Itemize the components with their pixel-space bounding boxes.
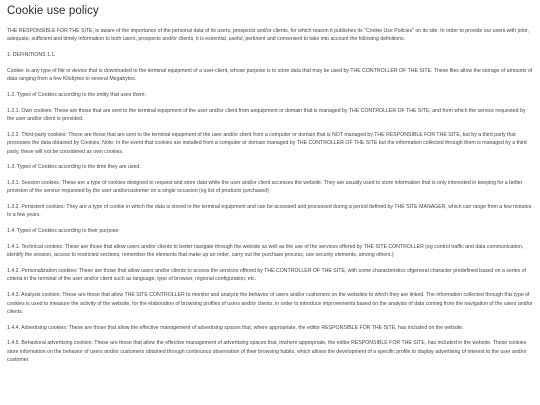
third-party-cookies-paragraph: 1.2.2. Third-party cookies: These are those that are sent to the terminal equipment of the user and/or client from a computer or domain that is NOT managed by THE RESPONSIBLE FOR THE SITE, but by a third party that processes the data obtained by Cookies. Note: In the event that cookies are installed from a computer or domain managed by THE CONTROLLER OF THE SITE but the information collected through them is managed by a third party, these will not be considered as own cookies.: [7, 131, 527, 155]
intro-paragraph: THE RESPONSIBLE FOR THE SITE, is aware of the importance of the personal data of its users, prospects and/or clients, for which reason it publishes its "Cookie Use Policies" on its site. In order to provide our users with prior, adequate, sufficient and timely information to both users, prospects and/or clients, it is essential, useful, pertinent and convenient to take into account the following definitions.: [7, 28, 529, 43]
definitions-heading: 1. DEFINITIONS 1.1.: [7, 52, 56, 59]
page-title: Cookie use policy: [7, 5, 99, 17]
types-by-entity-heading: 1.2. Types of Cookies according to the entity that uses them:: [7, 91, 146, 98]
personalization-cookies-paragraph: 1.4.2. Personalization cookies: These are those that allow users and/or clients to access the services offered by THE CONTROLLER OF THE SITE, with some characteristics ofgeneral character predefined based on a series of criteria in the terminal of the user and/or client such as language, type of browser, regional configuration, etc.: [7, 267, 526, 283]
cookie-policy-document: [7, 5, 533, 372]
session-cookies-paragraph: 1.3.1. Session cookies: These are a type of cookies designed to request and store data while the user and/or client accesses the website. They are usually used to store information that is only interested in keeping for a better provision of the service requested by the user and/orcustomer on a single occasion (eg list of products purchased): [7, 179, 523, 195]
advertising-cookies-paragraph: 1.4.4. Advertising cookies: These are those that allow the effective management of advertising spaces that, where appropriate, the editor RESPONSIBLE FOR THE SITE, has included on the website.: [7, 324, 464, 331]
persistent-cookies-paragraph: 1.3.2. Persistent cookies: They are a type of cookie in which the data is stored in the terminal equipment and can be accessed and processed during a period defined by THE SITE MANAGER, which can range from a few minutes to a few years.: [7, 204, 532, 219]
cookie-definition-paragraph: Cookie: is any type of file or device that is downloaded to the terminal equipment of a user-client, whose purpose is to store data that may be used by THE CONTROLLER OF THE SITE. These files allow the storage of amounts of data ranging from a few Kilobytes to several Megabytes.: [7, 67, 533, 83]
technical-cookies-paragraph: 1.4.1. Technical cookies: These are those that allow users and/or clients to better navigate through the website as well as the use of the services offered by THE SITE CONTROLLER (eg control traffic and data communication, identify the session, access to restricted sections, remember the elements that make up an order, carry out the purchase process, use security elements, among others.): [7, 243, 524, 259]
own-cookies-paragraph: 1.2.1. Own cookies: These are those that are sent to the terminal equipment of the user and/or client from aequipment or domain that is managed by THE CONTROLLER OF THE SITE, and from which the service requested by the user and/or client is provided.: [7, 107, 526, 123]
types-by-time-heading: 1.3. Types of Cookies according to the time they are used.: [7, 164, 141, 171]
behavioral-advertising-cookies-paragraph: 1.4.5. Behavioral advertising cookies: These are those that allow the effective management of advertising spaces that, inwhere appropriate, the editor RESPONSIBLE FOR THE SITE, has included in the website. These cookies store information on the behavior of users and/or customers obtained through continuous observation of their browsing habits, which allows the development of a specific profile to display advertising of interest to the user and/or customer.: [7, 340, 527, 364]
analysis-cookies-paragraph: 1.4.3. Analysis cookies: These are those that allow THE SITE CONTROLLER to monitor and analyze the behavior of users and/or customers on the websites to which they are linked. The information collected through this type of cookies is used to measure the activity of the website, for the elaboration of browsing profiles of users and/or clients, in order to introduce improvements based on the analysis of data coming from the navigation of the users and/or clients.: [7, 292, 533, 315]
types-by-purpose-heading: 1.4. Types of Cookies according to their purpose:: [7, 228, 120, 235]
